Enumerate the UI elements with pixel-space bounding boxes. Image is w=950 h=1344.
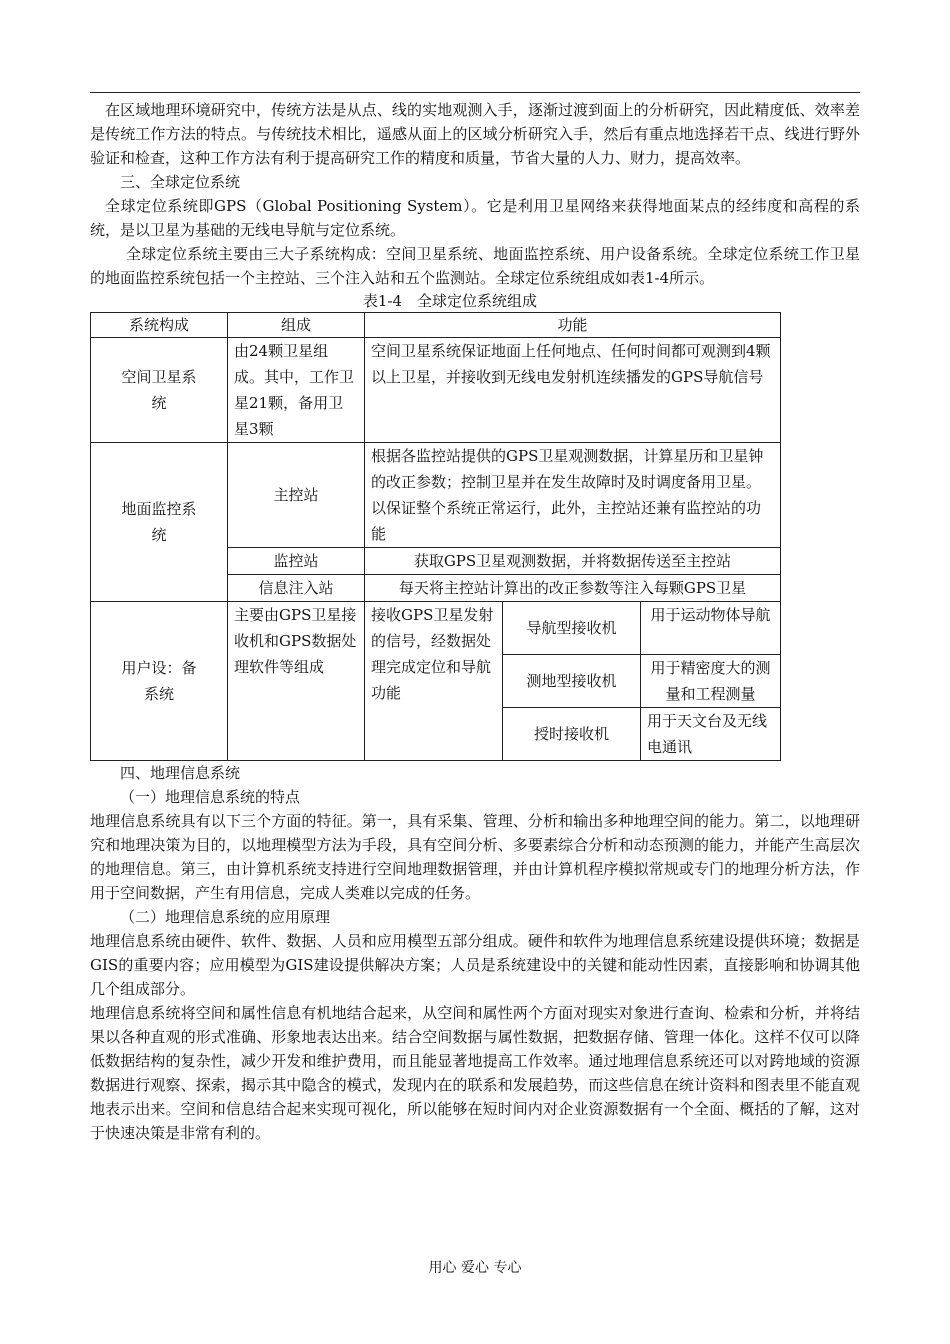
header-rule <box>90 92 860 93</box>
space-system-name: 空间卫星系统 <box>91 338 228 443</box>
paragraph-gps-definition: 全球定位系统即GPS（Global Positioning System）。它是利用卫星网络来获得地面某点的经纬度和高程的系统，是以卫星为基础的无线电导航与定位系统。 <box>90 197 860 239</box>
ground-system-name: 地面监控系统 <box>91 443 228 602</box>
space-system-function: 空间卫星系统保证地面上任何地点、任何时间都可观测到4颗以上卫星，并接收到无线电发射机连续播发的GPS导航信号 <box>365 338 781 443</box>
header-function: 功能 <box>365 313 781 338</box>
ground-part-master: 主控站 <box>228 443 365 548</box>
user-system-function: 接收GPS卫星发射的信号，经数据处理完成定位和导航功能 <box>365 602 503 761</box>
subheading-gis-features: （一）地理信息系统的特点 <box>120 788 301 806</box>
heading-gis: 四、地理信息系统 <box>120 764 241 782</box>
paragraph-gis-components: 地理信息系统由硬件、软件、数据、人员和应用模型五部分组成。硬件和软件为地理信息系统建设提供环境；数据是GIS的重要内容；应用模型为GIS建设提供解决方案；人员是系统建设中的关键和能动性因素，直接影响和协调其他几个组成部分。 <box>90 932 860 998</box>
ground-monitor-function: 获取GPS卫星观测数据，并将数据传送至主控站 <box>365 548 781 575</box>
ground-master-function: 根据各监控站提供的GPS卫星观测数据，计算星历和卫星钟的改正参数；控制卫星并在发生故障时及时调度备用卫星。以保证整个系统正常运行，此外，主控站还兼有监控站的功能 <box>365 443 781 548</box>
page-footer: 用心 爱心 专心 <box>428 1260 522 1276</box>
paragraph-gps-components: 全球定位系统主要由三大子系统构成：空间卫星系统、地面监控系统、用户设备系统。全球定位系统工作卫星的地面监控系统包括一个主控站、三个注入站和五个监测站。全球定位系统组成如表1-4所示。 <box>90 245 860 287</box>
paragraph-gis-features: 地理信息系统具有以下三个方面的特征。第一，具有采集、管理、分析和输出多种地理空间的能力。第二，以地理研究和地理决策为目的，以地理模型方法为手段，具有空间分析、多要素综合分析和动态预测的能力，并能产生高层次的地理信息。第三，由计算机系统支持进行空间地理数据管理，并由计算机程序模拟常规或专门的地理分析方法，作用于空间数据，产生有用信息，完成人类难以完成的任务。 <box>90 812 860 902</box>
subheading-gis-principle: （二）地理信息系统的应用原理 <box>120 908 331 926</box>
row-user-receiver-nav <box>91 602 781 655</box>
receiver-use-timing: 用于天文台及无线电通讯 <box>641 708 781 761</box>
row-ground-master <box>91 443 781 548</box>
table-header-row <box>91 313 781 338</box>
receiver-use-nav: 用于运动物体导航 <box>641 602 781 655</box>
ground-injection-function: 每天将主控站计算出的改正参数等注入每颗GPS卫星 <box>365 575 781 602</box>
space-system-composition: 由24颗卫星组成。其中，工作卫星21颗，备用卫星3颗 <box>228 338 365 443</box>
paragraph-gis-integration: 地理信息系统将空间和属性信息有机地结合起来，从空间和属性两个方面对现实对象进行查询、检索和分析，并将结果以各种直观的形式准确、形象地表达出来。结合空间数据与属性数据，把数据存储、管理一体化。这样不仅可以降低数据结构的复杂性，减少开发和维护费用，而且能显著地提高工作效率。通过地理信息系统还可以对跨地域的资源数据进行观察、探索，揭示其中隐含的模式，发现内在的联系和发展趋势，而这些信息在统计资料和图表里不能直观地表示出来。空间和信息结合起来实现可视化，所以能够在短时间内对企业资源数据有一个全面、概括的了解，这对于快速决策是非常有利的。 <box>90 1004 860 1142</box>
user-system-composition: 主要由GPS卫星接收机和GPS数据处理软件等组成 <box>228 602 365 761</box>
row-space-system <box>91 338 781 443</box>
paragraph-remote-sensing: 在区域地理环境研究中，传统方法是从点、线的实地观测入手，逐渐过渡到面上的分析研究，因此精度低、效率差是传统工作方法的特点。与传统技术相比，遥感从面上的区域分析研究入手，然后有重点地选择若干点、线进行野外验证和检查，这种工作方法有利于提高研究工作的精度和质量，节省大量的人力、财力，提高效率。 <box>90 101 860 167</box>
receiver-type-nav: 导航型接收机 <box>503 602 641 655</box>
page-content <box>90 98 860 1145</box>
header-system: 系统构成 <box>91 313 228 338</box>
user-system-name: 用户设：备系统 <box>91 602 228 761</box>
ground-part-injection: 信息注入站 <box>228 575 365 602</box>
table-caption: 表1-4 全球定位系统组成 <box>362 292 538 310</box>
ground-part-monitor: 监控站 <box>228 548 365 575</box>
gps-table <box>90 312 781 761</box>
receiver-use-geodetic: 用于精密度大的测量和工程测量 <box>641 655 781 708</box>
receiver-type-timing: 授时接收机 <box>503 708 641 761</box>
header-composition: 组成 <box>228 313 365 338</box>
heading-gps: 三、全球定位系统 <box>120 173 241 191</box>
receiver-type-geodetic: 测地型接收机 <box>503 655 641 708</box>
